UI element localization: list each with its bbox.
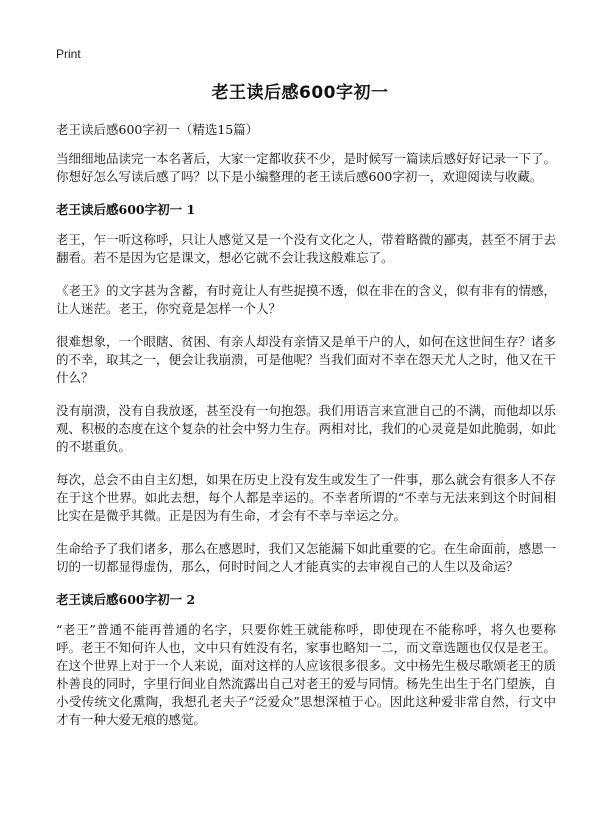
- article-subtitle: 老王读后感600字初一（精选15篇）: [56, 122, 259, 137]
- section-1-paragraph-1: 老王，乍一听这称呼，只让人感觉又是一个没有文化之人，带着略微的鄙夷，甚至不屑于去翻看。若不是因为它是课文，想必它就不会让我这般难忘了。: [56, 232, 557, 265]
- section-1-paragraph-5: 每次，总会不由自主幻想，如果在历史上没有发生或发生了一件事，那么就会有很多人不存在于这个世界。如此去想，每个人都是幸运的。不幸者所谓的“不幸与无法来到这个时间相比实在是微乎其微。正是因为有生命，才会有不幸与幸运之分。: [56, 472, 557, 523]
- page-title: 老王读后感600字初一: [211, 83, 389, 103]
- section-heading-2: 老王读后感600字初一 2: [56, 592, 196, 607]
- section-2-paragraph-1: “老王”普通不能再普通的名字，只要你姓王就能称呼，即使现在不能称呼，将久也要称呼。老王不知何许人也，文中只有姓没有名，家事也略知一二，而文章选题也仅仅是老王。在这个世界上对于一个人来说，面对这样的人应该很多很多。文中杨先生极尽歌颂老王的质朴善良的同时，字里行间业自然流露出自己对老王的爱与同情。杨先生出生于名门望族，自小受传统文化熏陶，我想孔老夫子“泛爱众”思想深植于心。因此这种爱非常自然，行文中才有一种大爱无痕的感觉。: [56, 622, 557, 727]
- intro-paragraph: 当细细地品读完一本名著后，大家一定都收获不少，是时候写一篇读后感好好记录一下了。你想好怎么写读后感了吗？以下是小编整理的老王读后感600字初一，欢迎阅读与收藏。: [56, 151, 557, 184]
- section-1-paragraph-4: 没有崩溃，没有自我放逐，甚至没有一句抱怨。我们用语言来宣泄自己的不满，而他却以乐观、积极的态度在这个复杂的社会中努力生存。两相对比，我们的心灵竟是如此脆弱，如此的不堪重负。: [56, 403, 557, 454]
- print-link[interactable]: Print: [56, 47, 81, 61]
- section-1-paragraph-3: 很难想象，一个眼瞎、贫困、有亲人却没有亲情又是单干户的人，如何在这世间生存？诸多的不幸，取其之一，便会让我崩溃，可是他呢？当我们面对不幸在怨天尤人之时，他又在干什么？: [56, 334, 557, 385]
- section-1-paragraph-2: 《老王》的文字甚为含蓄，有时竟让人有些捉摸不透，似在非在的含义，似有非有的情感，让人迷茫。老王，你究竟是怎样一个人？: [56, 283, 557, 316]
- section-1-paragraph-6: 生命给予了我们诸多，那么在感恩时，我们又怎能漏下如此重要的它。在生命面前，感恩一切的一切都显得虚伪，那么，何时时间之人才能真实的去审视自己的人生以及命运？: [56, 541, 557, 574]
- article-body: [56, 121, 556, 744]
- section-heading-1: 老王读后感600字初一 1: [56, 202, 196, 217]
